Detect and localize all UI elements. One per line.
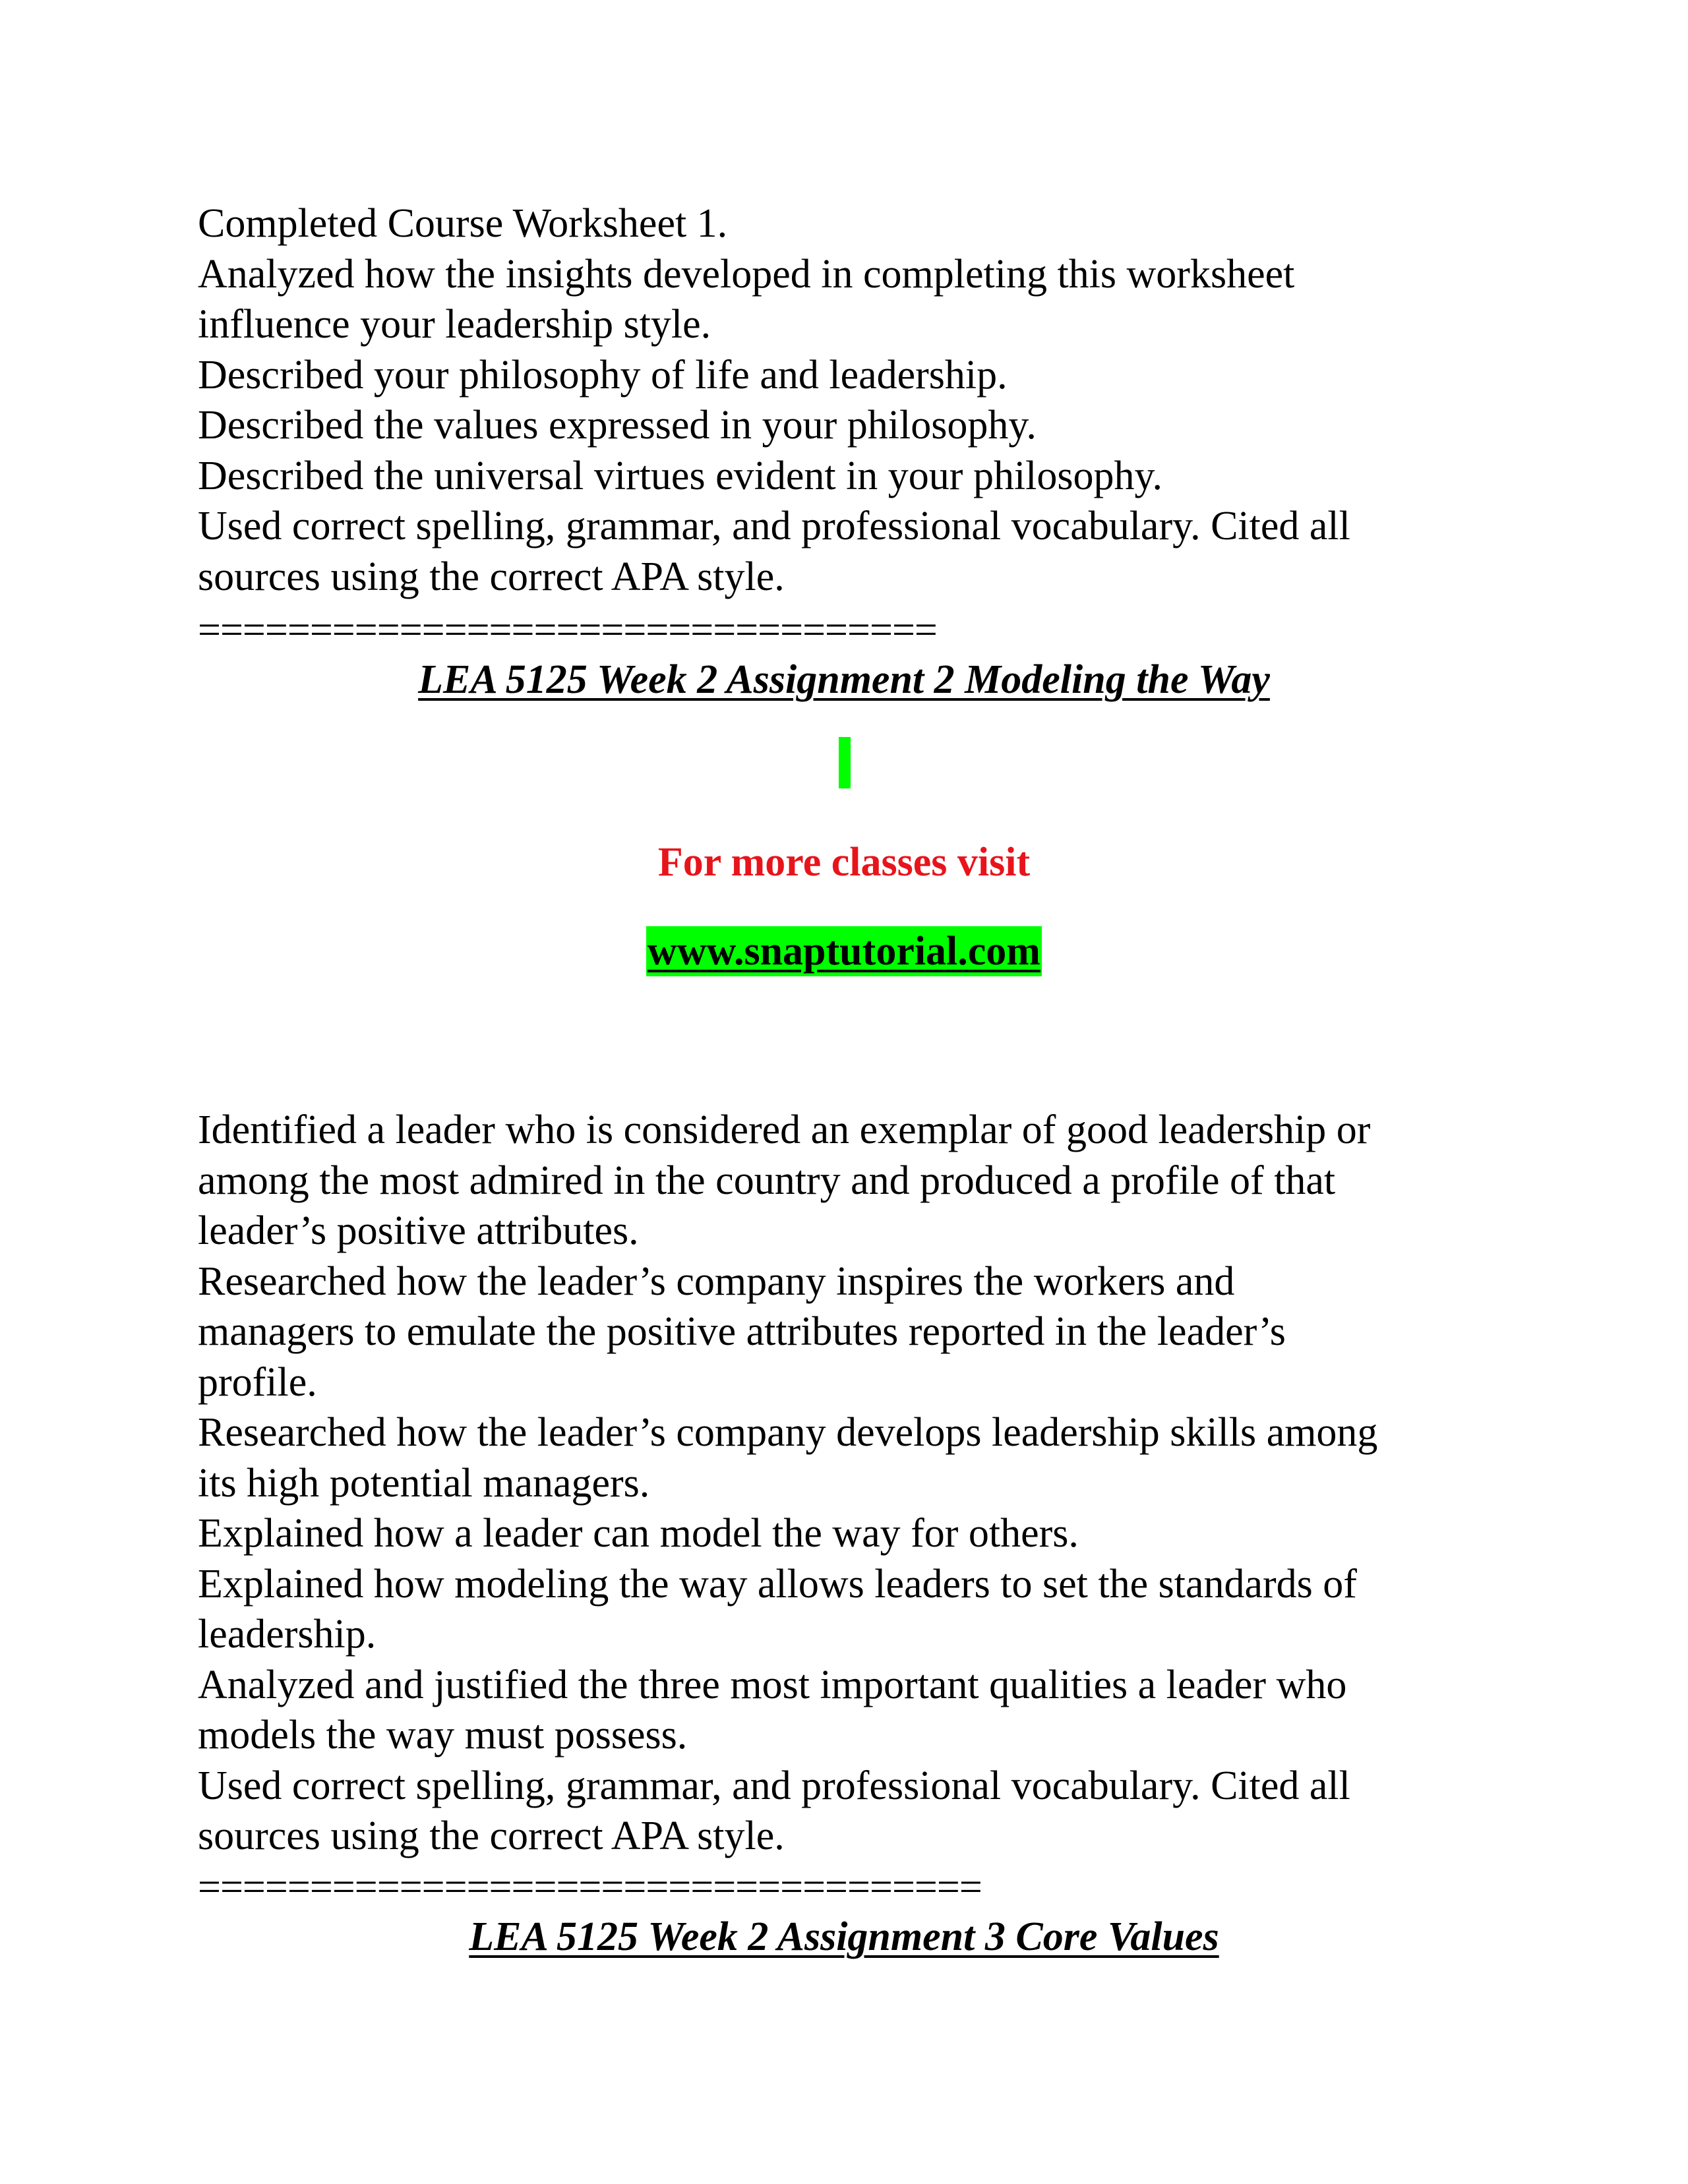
requirement-line: Explained how modeling the way allows leaders to set the standards of [198,1561,1357,1607]
requirement-line: Analyzed how the insights developed in completing this worksheet [198,251,1295,297]
requirement-line: Researched how the leader’s company inspires the workers and [198,1258,1235,1304]
requirement-line: managers to emulate the positive attributes reported in the leader’s [198,1309,1286,1354]
requirement-line: Analyzed and justified the three most important qualities a leader who [198,1662,1347,1707]
requirement-line: models the way must possess. [198,1713,688,1757]
requirement-line: leader’s positive attributes. [198,1208,639,1253]
green-marker-bar [839,737,851,788]
requirement-line: Identified a leader who is considered an exemplar of good leadership or [198,1107,1371,1152]
requirement-line: Described the universal virtues evident in your philosophy. [198,453,1162,498]
promo-text: For more classes visit [657,840,1031,885]
requirement-line: leadership. [198,1612,377,1657]
section-separator: ================================= [198,610,937,651]
requirement-line: Described the values expressed in your philosophy. [198,403,1037,448]
requirement-line: its high potential managers. [198,1460,650,1506]
assignment-heading-core-values: LEA 5125 Week 2 Assignment 3 Core Values [469,1914,1219,1959]
requirement-line: Researched how the leader’s company develops leadership skills among [198,1410,1378,1455]
requirement-line: influence your leadership style. [198,302,711,347]
requirement-line: Used correct spelling, grammar, and professional vocabulary. Cited all [198,1763,1350,1808]
snaptutorial-link[interactable]: www.snaptutorial.com [646,926,1042,976]
requirement-line: Used correct spelling, grammar, and professional vocabulary. Cited all [198,504,1350,548]
modeling-the-way-requirements-list [198,1105,1503,1862]
requirement-line: Described your philosophy of life and leadership. [198,352,1008,398]
requirement-line: sources using the correct APA style. [198,554,785,599]
requirement-line: among the most admired in the country and produced a profile of that [198,1158,1336,1203]
promo-link-wrapper [0,926,1688,976]
requirement-line: Explained how a leader can model the way for others. [198,1511,1079,1556]
assignment-heading-modeling-the-way: LEA 5125 Week 2 Assignment 2 Modeling the Way [418,657,1270,702]
worksheet-requirements-list [198,198,1503,602]
requirement-line: sources using the correct APA style. [198,1814,785,1858]
requirement-line: profile. [198,1359,317,1405]
section-separator: =================================== [198,1867,982,1908]
requirement-line: Completed Course Worksheet 1. [198,201,728,246]
